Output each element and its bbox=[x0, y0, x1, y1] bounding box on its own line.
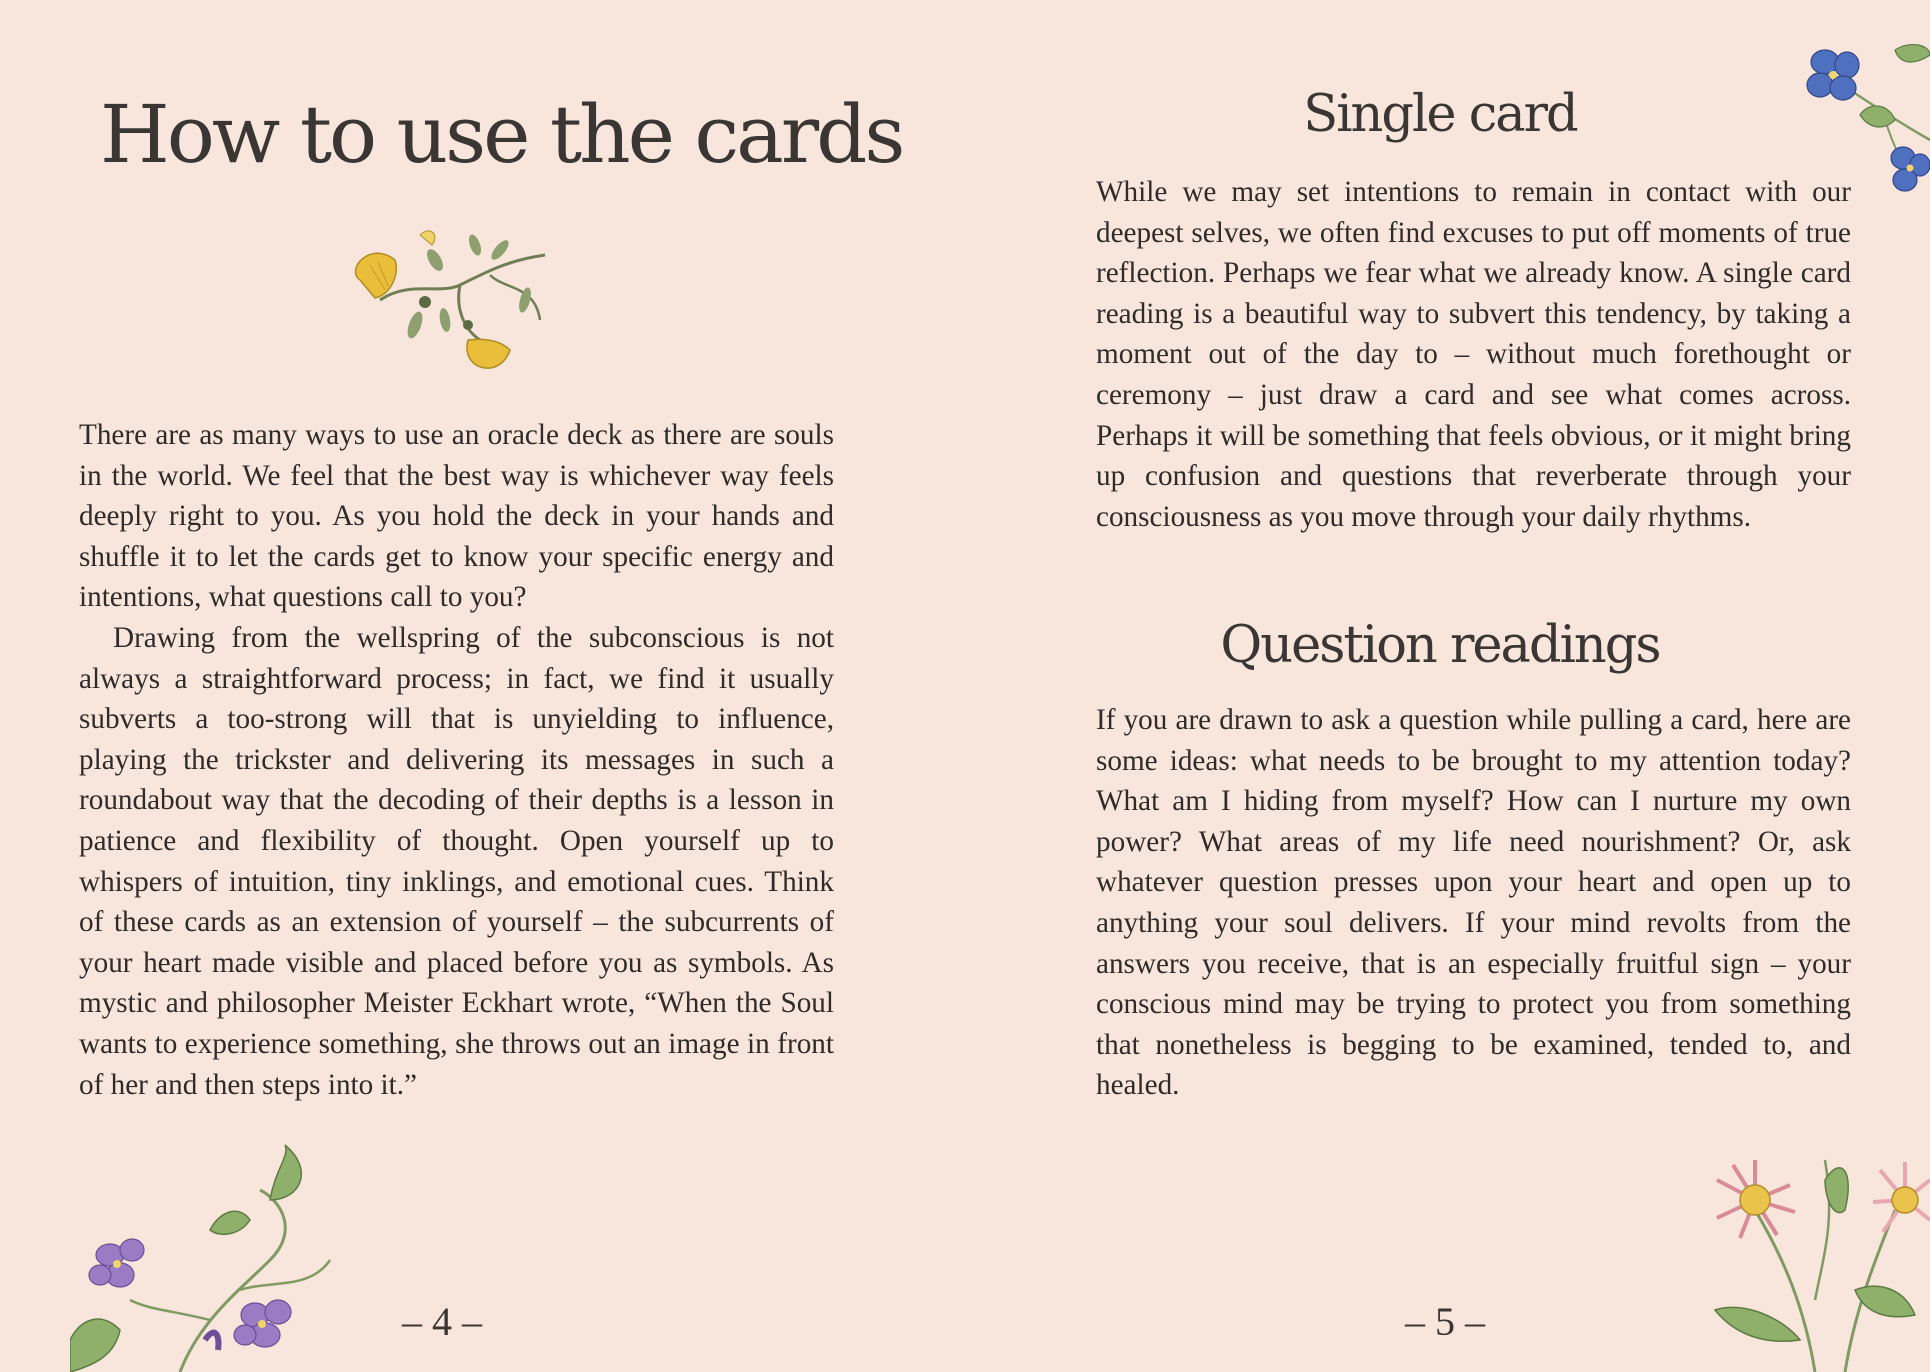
paragraph: Drawing from the wellspring of the subconscious is not always a straightforward process; in fact, we find it usually subverts a too-strong will that is unyielding to influence, playing the trickster and delivering its messages in such a roundabout way that the decoding of their depths is a lesson in patience and flexibility of thought. Open yourself up to whispers of intuition, tiny inklings, and emotional cues. Think of these cards as an extension of yourself – the subcurrents of your heart made visible and placed before you as symbols. As mystic and philosopher Meister Eckhart wrote, “When the Soul wants to experience something, she throws out an image in front of her and then steps into it.” bbox=[79, 621, 834, 1101]
section-heading-question-readings: Question readings bbox=[1220, 616, 1660, 675]
paragraph: There are as many ways to use an oracle deck as there are souls in the world. We feel that the best way is whichever way feels deeply right to you. As you hold the deck in your hands and shuffle it to let the cards get to know your specific energy and intentions, what questions call to you? bbox=[79, 419, 834, 614]
left-body-text bbox=[79, 415, 834, 1105]
page-number: – 4 – bbox=[402, 1299, 482, 1344]
chapter-title: How to use the cards bbox=[100, 88, 903, 181]
ginkgo-sprig-illustration bbox=[340, 220, 555, 380]
single-card-text bbox=[1096, 172, 1851, 537]
question-readings-text bbox=[1096, 700, 1851, 1106]
violet-flowers-illustration bbox=[70, 1140, 350, 1372]
right-page bbox=[965, 0, 1930, 1372]
section-heading-single-card: Single card bbox=[1303, 85, 1577, 144]
paragraph: While we may set intentions to remain in contact with our deepest selves, we often find excuses to put off moments of true reflection. Perhaps we fear what we already know. A single card reading is a beautiful way to subvert this tendency, by taking a moment out of the day to – without much forethought or ceremony – just draw a card and see what comes across. Perhaps it will be something that feels obvious, or it might bring up confusion and questions that reverberate through your consciousness as you move through your daily rhythms. bbox=[1096, 176, 1851, 533]
page-number: – 5 – bbox=[1405, 1299, 1485, 1344]
daisy-flowers-illustration bbox=[1705, 1140, 1930, 1372]
blue-flowers-illustration bbox=[1795, 40, 1930, 205]
paragraph: If you are drawn to ask a question while pulling a card, here are some ideas: what needs to be brought to my attention today? What am I hiding from myself? How can I nurture my own power? What areas of my life need nourishment? Or, ask whatever question presses upon your heart and open up to anything your soul delivers. If your mind revolts from the answers you receive, that is an especially fruitful sign – your conscious mind may be trying to protect you from something that nonetheless is begging to be examined, tended to, and healed. bbox=[1096, 704, 1851, 1102]
